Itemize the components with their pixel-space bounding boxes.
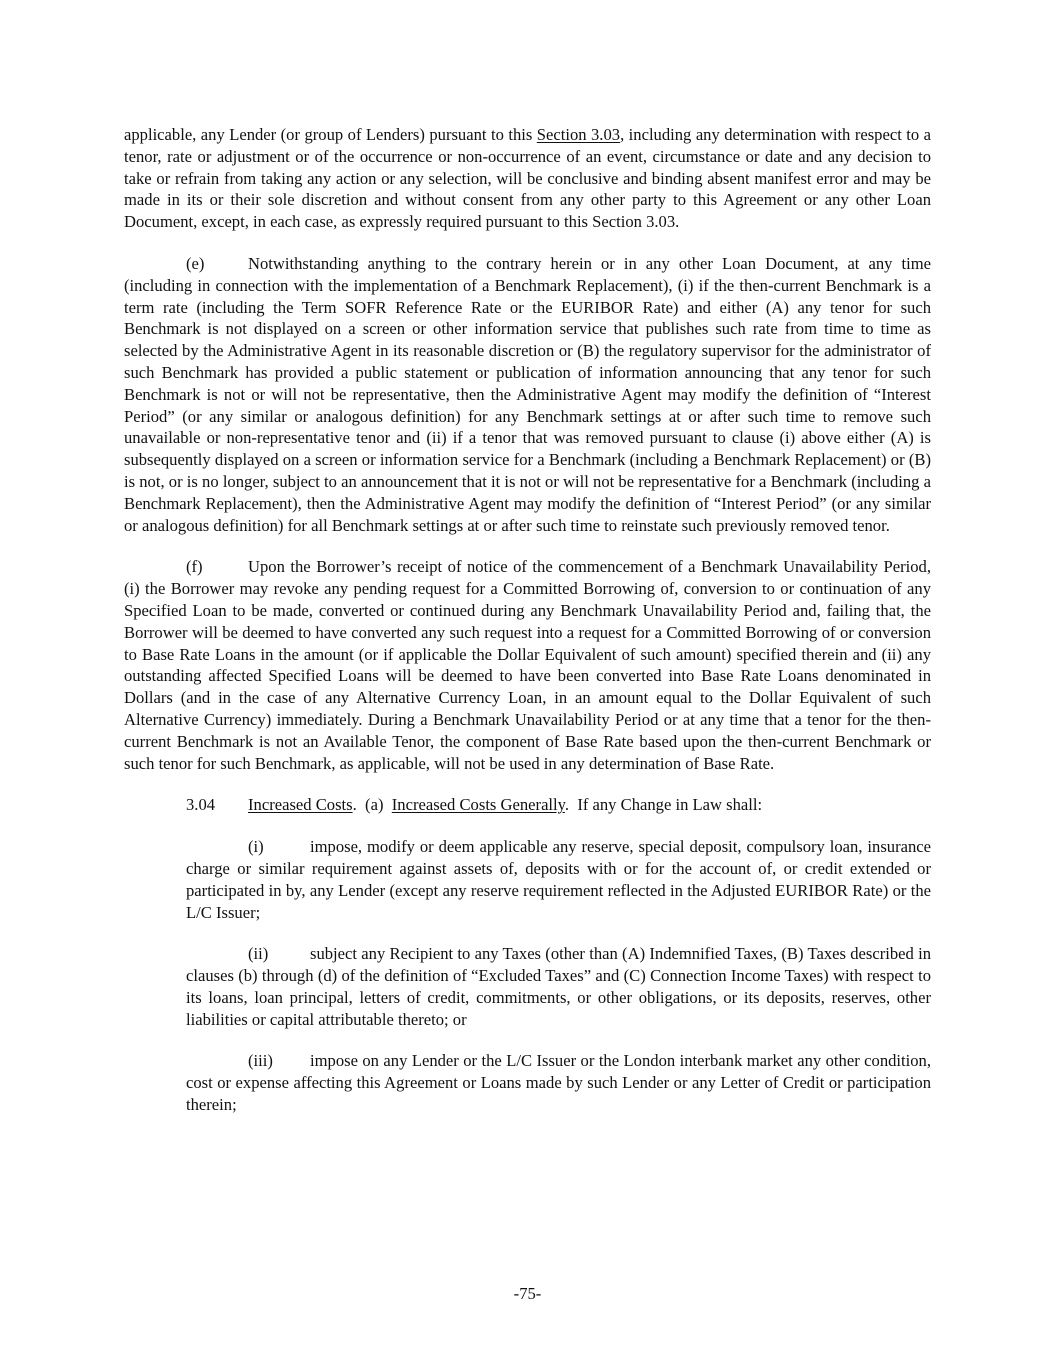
clause-i-text: impose, modify or deem applicable any reserve, special deposit, compulsory loan, insurance charge or similar requirement against assets of, deposits with or for the account of, or credit extended or participated in by, any Lender (except any reserve requirement reflected in the Adjusted EURIBOR Rate) or the L/C Issuer; [186,837,931,922]
section-title: Increased Costs [248,795,353,815]
clause-ii [186,943,931,1030]
paragraph-f-text: Upon the Borrower’s receipt of notice of the commencement of a Benchmark Unavailability Period, (i) the Borrower may revoke any pending request for a Committed Borrowing of, conversion to or continuation of any Specified Loan to be made, converted or continued during any Benchmark Unavailability Period and, failing that, the Borrower will be deemed to have converted any such request into a request for a Committed Borrowing of or conversion to Base Rate Loans in the amount (or if applicable the Dollar Equivalent of such amount) specified therein and (ii) any outstanding affected Specified Loans will be deemed to have been converted into Base Rate Loans denominated in Dollars (and in the case of any Alternative Currency Loan, in an amount equal to the Dollar Equivalent of such Alternative Currency) immediately. During a Benchmark Unavailability Period or at any time that a tenor for the then-current Benchmark is not an Available Tenor, the component of Base Rate based upon the then-current Benchmark or such tenor for such Benchmark, as applicable, will not be used in any determination of Base Rate. [124,557,931,773]
paragraph-e [124,253,931,536]
paragraph-f [124,556,931,774]
clause-iii [186,1050,931,1115]
clause-ii-text: subject any Recipient to any Taxes (other than (A) Indemnified Taxes, (B) Taxes described in clauses (b) through (d) of the definition of “Excluded Taxes” and (C) Connection Income Taxes) with respect to its loans, loan principal, letters of credit, commitments, or other obligations, or its deposits, reserves, other liabilities or capital attributable thereto; or [186,944,931,1029]
paragraph-e-text: Notwithstanding anything to the contrary herein or in any other Loan Document, at any time (including in connection with the implementation of a Benchmark Replacement), (i) if the then-current Benchmark is a term rate (including the Term SOFR Reference Rate or the EURIBOR Rate) and either (A) any tenor for such Benchmark is not displayed on a screen or other information service that publishes such rate from time to time as selected by the Administrative Agent in its reasonable discretion or (B) the regulatory supervisor for the administrator of such Benchmark has provided a public statement or publication of information announcing that any tenor for such Benchmark is not or will not be representative, then the Administrative Agent may modify the definition of “Interest Period” (or any similar or analogous definition) for any Benchmark settings at or after such time to remove such unavailable or non-representative tenor and (ii) if a tenor that was removed pursuant to clause (i) above either (A) is subsequently displayed on a screen or information service for a Benchmark (including a Benchmark Replacement) or (B) is not, or is no longer, subject to an announcement that it is not or will not be representative for a Benchmark (including a Benchmark Replacement), then the Administrative Agent may modify the definition of “Interest Period” (or any similar or analogous definition) for all Benchmark settings at or after such time to reinstate such previously removed tenor. [124,253,931,535]
subsection-title: Increased Costs Generally [391,795,565,815]
continued-paragraph: applicable, any Lender (or group of Lenders) pursuant to this Section 3.03, including any determination with respect to a tenor, rate or adjustment or of the occurrence or non-occurrence of an event, circumstance or date and any decision to take or refrain from taking any action or any selection, will be conclusive and binding absent manifest error and may be made in its or their sole discretion and without consent from any other party to this Agreement or any other Loan Document, except, in each case, as expressly required pursuant to this Section 3.03. [124,125,931,232]
page-number: -75- [513,1284,542,1303]
section-3-04-heading: 3.04 Increased Costs. (a) Increased Costs Generally. If any Change in Law shall: [186,795,763,815]
clause-i-label: (i) [248,837,264,857]
document-page [124,124,931,1116]
clause-ii-label: (ii) [248,944,269,964]
clause-iii-label: (iii) [248,1051,273,1071]
section-3-03-reference: Section 3.03 [536,125,621,144]
clause-i [186,836,931,923]
clause-list [186,836,931,1116]
section-number: 3.04 [186,795,216,815]
clause-iii-text: impose on any Lender or the L/C Issuer or the London interbank market any other condition, cost or expense affecting this Agreement or Loans made by such Lender or any Letter of Credit or participation therein; [186,1051,931,1115]
paragraph-f-label: (f) [186,557,203,577]
paragraph-e-label: (e) [186,253,205,273]
